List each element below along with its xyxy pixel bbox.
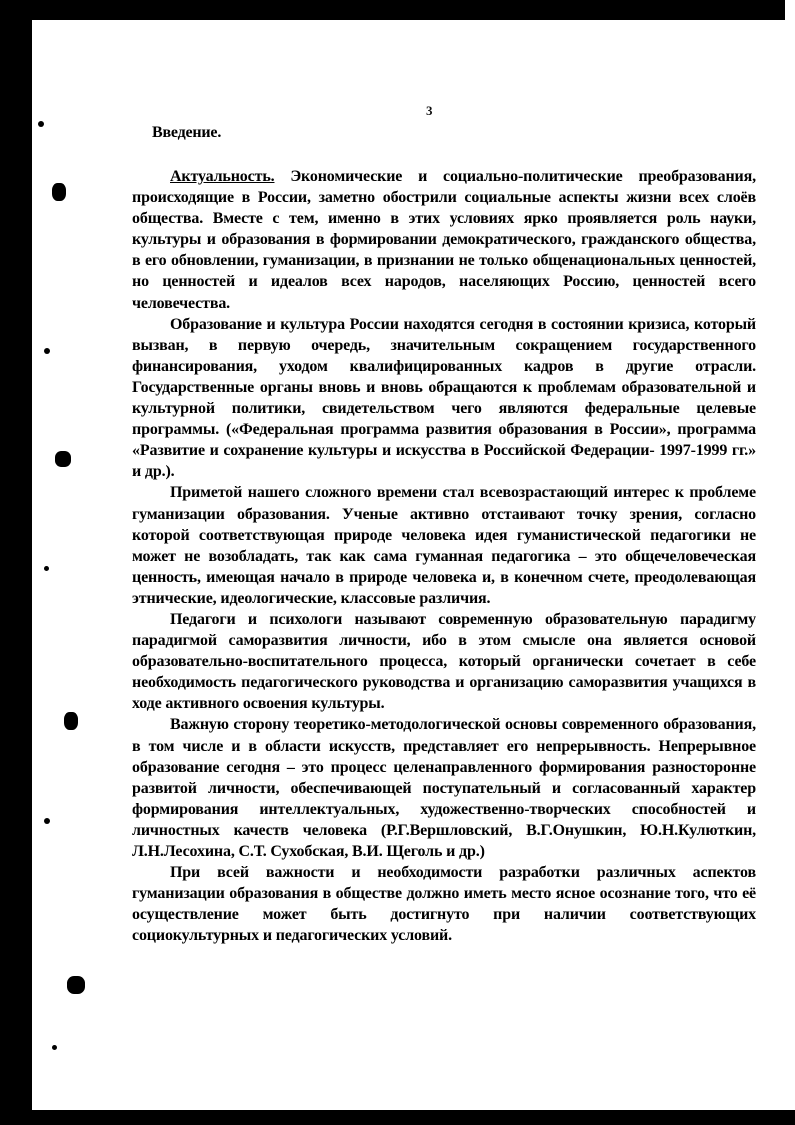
paragraph: При всей важности и необходимости разработки различных аспектов гуманизации образования в обществе должно иметь место ясное осознание того, что её осуществление может быть достигнуто при наличии соответствующих социокультурных и педагогических условий. — [132, 864, 756, 945]
scan-blot — [44, 348, 50, 354]
scan-border-left — [0, 0, 32, 1125]
scan-border-top — [0, 0, 795, 20]
scan-blot — [67, 976, 85, 994]
scan-blot — [44, 566, 49, 571]
page-number: 3 — [426, 103, 433, 118]
scan-blot — [38, 121, 44, 127]
paragraph: Образование и культура России находятся сегодня в состоянии кризиса, который вызван, в первую очередь, значительным сокращением государственного финансирования, уходом квалифицированных кадров в другие отрасли. Государственные органы вновь и вновь обращаются к проблемам образовательной и культурной политики, свидетельством чего являются федеральные целевые программы. («Федеральная программа развития образования в России», программа «Развитие и сохранение культуры и искусства в Российской Федерации- 1997-1999 гг.» и др.). — [132, 315, 756, 481]
scan-blot — [55, 451, 71, 467]
body-text — [132, 166, 756, 946]
scan-blot — [64, 712, 78, 730]
scan-blot — [44, 818, 50, 824]
scan-blot — [52, 183, 66, 201]
section-heading: Введение. — [152, 124, 222, 141]
paragraph — [132, 166, 756, 314]
paragraph-text: Экономические и социально-политические преобразования, происходящие в России, заметно обострили социальные аспекты жизни всех слоёв общества. Вместе с тем, именно в этих условиях ярко проявляется роль науки, культуры и образования в формировании демократического, гражданского общества, в его обновлении, гуманизации, в признании не только общенациональных ценностей, но ценностей и идеалов всех народов, населяющих Россию, ценностей всего человечества. — [132, 168, 756, 312]
paragraph-lead: Актуальность. — [170, 168, 275, 185]
scan-border-bottom — [0, 1110, 795, 1125]
paragraph: Важную сторону теоретико-методологической основы современного образования, в том числе и в области искусств, представляет его непрерывность. Непрерывное образование сегодня – это процесс целенаправленного формирования разносторонне развитой личности, обеспечивающей поступательный и согласованный характер формирования интеллектуальных, художественно-творческих способностей и личностных качеств человека (Р.Г.Вершловский, В.Г.Онушкин, Ю.Н.Кулюткин, Л.Н.Лесохина, С.Т. Сухобская, В.И. Щеголь и др.) — [132, 716, 756, 860]
scan-blot — [52, 1045, 57, 1050]
paragraph: Педагоги и психологи называют современную образовательную парадигму парадигмой саморазвития личности, ибо в этом смысле она является основой образовательно-воспитательного процесса, который органически сочетает в себе необходимость педагогического руководства и организацию саморазвития учащихся в ходе активного освоения культуры. — [132, 610, 756, 713]
paragraph: Приметой нашего сложного времени стал всевозрастающий интерес к проблеме гуманизации образования. Ученые активно отстаивают точку зрения, согласно которой соответствующая природе человека идея гуманистической педагогики не может не возобладать, так как сама гуманная педагогика – это общечеловеческая ценность, имеющая начало в природе человека и, в конечном счете, преодолевающая этнические, идеологические, классовые различия. — [132, 484, 756, 607]
scan-corner — [785, 0, 795, 36]
